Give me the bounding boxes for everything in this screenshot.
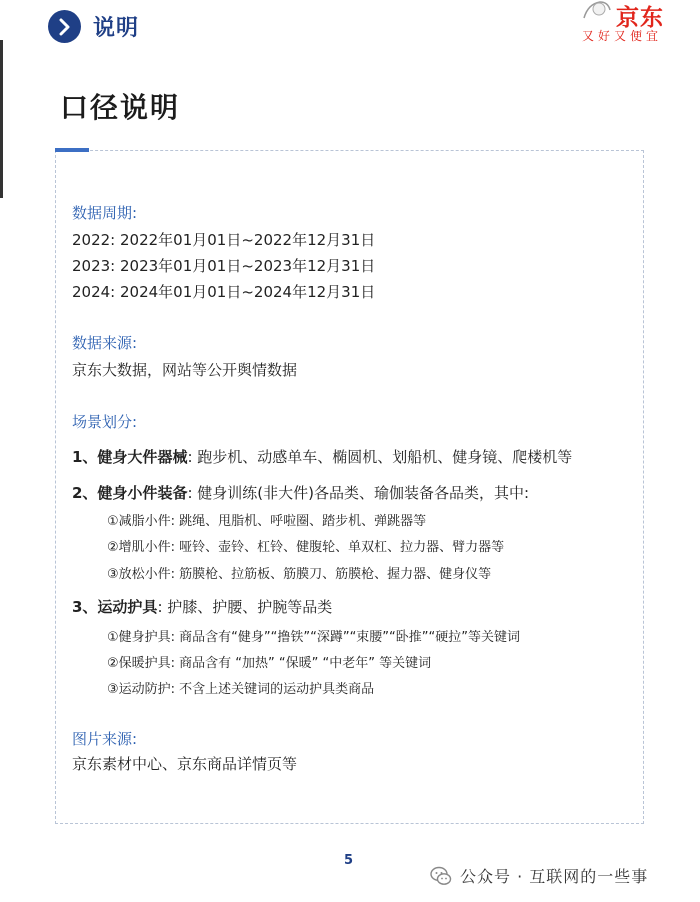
small-item: ①减脂小件: 跳绳、甩脂机、呼啦圈、踏步机、弹跳器等: [107, 514, 427, 529]
left-edge-bar: [0, 40, 3, 198]
image-source-text: 京东素材中心、京东商品详情页等: [72, 755, 298, 773]
image-source-heading: 图片来源:: [72, 730, 138, 748]
scene-item: [72, 596, 332, 617]
watermark-text: 公众号 · 互联网的一些事: [460, 867, 649, 886]
page-title: 口径说明: [60, 91, 181, 124]
data-period-line: 2022: 2022年01月01日~2022年12月31日: [72, 231, 376, 249]
scene-item-text: : 健身训练(非大件)各品类、瑜伽装备各品类，其中:: [187, 484, 530, 502]
gear-item: ①健身护具: 商品含有“健身”“撸铁”“深蹲”“束腰”“卧推”“硬拉”等关键词: [107, 630, 520, 645]
gear-item: ③运动防护: 不含上述关键词的运动护具类商品: [107, 682, 375, 697]
scene-item-label: 1、健身大件器械: [72, 448, 188, 466]
scene-item-text: : 护膝、护腰、护腕等品类: [157, 598, 333, 616]
scenes-heading: 场景划分:: [72, 413, 138, 431]
data-period-line: 2023: 2023年01月01日~2023年12月31日: [72, 257, 376, 275]
header-title: 说明: [93, 16, 140, 41]
wechat-icon: [430, 865, 452, 887]
small-item: ③放松小件: 筋膜枪、拉筋板、筋膜刀、筋膜枪、握力器、健身仪等: [107, 567, 492, 582]
data-source-text: 京东大数据，网站等公开舆情数据: [72, 361, 298, 379]
data-period-line: 2024: 2024年01月01日~2024年12月31日: [72, 283, 376, 301]
small-item: ②增肌小件: 哑铃、壶铃、杠铃、健腹轮、单双杠、拉力器、臂力器等: [107, 540, 505, 555]
logo-slogan: 又好又便宜: [582, 29, 663, 43]
content-box-accent: [55, 148, 89, 152]
scene-item: [72, 446, 572, 467]
scene-item-label: 3、运动护具: [72, 598, 158, 616]
page-number: 5: [344, 853, 354, 868]
logo-name: 京东: [616, 5, 664, 31]
scene-item: [72, 482, 529, 503]
data-period-heading: 数据周期:: [72, 204, 138, 222]
data-source-heading: 数据来源:: [72, 334, 138, 352]
jd-logo: [576, 0, 700, 48]
watermark: [430, 864, 648, 887]
jd-mascot-icon: [582, 0, 612, 20]
scene-item-text: : 跑步机、动感单车、椭圆机、划船机、健身镜、爬楼机等: [187, 448, 573, 466]
gear-item: ②保暖护具: 商品含有 “加热” “保暖” “中老年” 等关键词: [107, 656, 432, 671]
scene-item-label: 2、健身小件装备: [72, 484, 188, 502]
chevron-right-icon: [48, 10, 81, 43]
